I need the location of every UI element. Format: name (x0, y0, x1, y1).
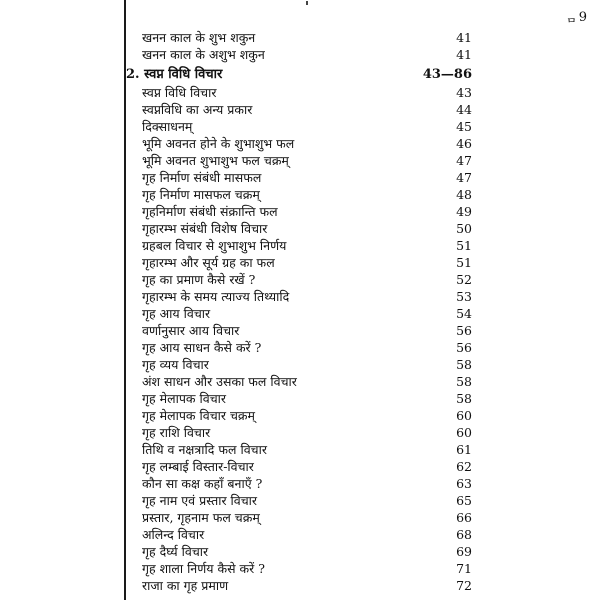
toc-entry-page: 47 (456, 170, 472, 185)
toc-entry-title: गृह शाला निर्णय कैसे करें ? (142, 561, 265, 576)
toc-entry-title: भूमि अवनत शुभाशुभ फल चक्रम् (142, 153, 289, 168)
toc-entry-title: ग्रहबल विचार से शुभाशुभ निर्णय (142, 238, 287, 253)
toc-entry-title: कौन सा कक्ष कहाँ बनाएँ ? (142, 476, 263, 491)
toc-entry-page: 48 (456, 187, 472, 202)
toc-entry-page: 41 (456, 47, 472, 62)
toc-entry-title: गृह मेलापक विचार चक्रम् (142, 408, 255, 423)
page-number: ᆷ9 (565, 10, 588, 25)
toc-entry-page: 43 (456, 85, 472, 100)
toc-entry-title: अलिन्द विचार (142, 527, 205, 542)
toc-entry-page: 60 (456, 425, 472, 440)
toc-entry-page: 72 (456, 578, 472, 593)
toc-entry-title: गृहारम्भ और सूर्य ग्रह का फल (142, 255, 275, 270)
toc-entry-page: 50 (456, 221, 472, 236)
toc-entry-page: 69 (456, 544, 472, 559)
toc-entry-page: 51 (456, 238, 472, 253)
toc-entry-page: 47 (456, 153, 472, 168)
toc-entry-title: अंश साधन और उसका फल विचार (142, 374, 297, 389)
toc-entry-title: गृह मेलापक विचार (142, 391, 226, 406)
toc-entry-title: स्वप्नविधि का अन्य प्रकार (142, 102, 253, 117)
toc-entry-page: 49 (456, 204, 472, 219)
toc-entry-title: गृह नाम एवं प्रस्तार विचार (142, 493, 258, 508)
toc-entry-page: 46 (456, 136, 472, 151)
margin-rule (124, 0, 126, 600)
section-page-range: 43—86 (422, 67, 472, 82)
toc-entry-page: 56 (456, 323, 472, 338)
toc-entry-title: गृह आय विचार (142, 306, 211, 321)
toc-entry-page: 41 (456, 30, 472, 45)
toc-entry-page: 58 (456, 357, 472, 372)
toc-entry-page: 66 (456, 510, 472, 525)
section-heading: 2. स्वप्न विधि विचार (126, 67, 223, 82)
toc-entry-page: 44 (456, 102, 472, 117)
toc-entry-page: 60 (456, 408, 472, 423)
toc-entry-title: गृहारम्भ संबंधी विशेष विचार (142, 221, 268, 236)
toc-entry-title: गृहारम्भ के समय त्याज्य तिथ्यादि (142, 289, 290, 304)
toc-entry-title: गृह व्यय विचार (142, 357, 209, 372)
toc-entry-page: 58 (456, 391, 472, 406)
toc-entry-title: गृह निर्माण संबंधी मासफल (142, 170, 262, 185)
speck-mark (306, 1, 308, 5)
toc-entry-page: 56 (456, 340, 472, 355)
toc-entry-title: गृहनिर्माण संबंधी संक्रान्ति फल (142, 204, 278, 219)
toc-entry-title: वर्णानुसार आय विचार (142, 323, 240, 338)
toc-entry-title: दिक्साधनम् (142, 119, 193, 134)
toc-entry-page: 62 (456, 459, 472, 474)
toc-entry-title: गृह दैर्घ्य विचार (142, 544, 209, 559)
toc-entry-title: गृह का प्रमाण कैसे रखें ? (142, 272, 256, 287)
toc-entry-title: तिथि व नक्षत्रादि फल विचार (142, 442, 267, 457)
toc-entry-title: भूमि अवनत होने के शुभाशुभ फल (142, 136, 295, 151)
toc-entry-page: 65 (456, 493, 472, 508)
toc-entry-title: गृह राशि विचार (142, 425, 211, 440)
toc-entry-title: स्वप्न विधि विचार (142, 85, 217, 100)
toc-entry-title: खनन काल के अशुभ शकुन (142, 47, 265, 62)
toc-entry-page: 68 (456, 527, 472, 542)
toc-entry-page: 53 (456, 289, 472, 304)
toc-entry-title: खनन काल के शुभ शकुन (142, 30, 256, 45)
toc-entry-page: 51 (456, 255, 472, 270)
toc-entry-page: 45 (456, 119, 472, 134)
toc-entry-title: प्रस्तार, गृहनाम फल चक्रम् (142, 510, 260, 525)
toc-entry-title: गृह लम्बाई विस्तार-विचार (142, 459, 254, 474)
toc-entry-page: 58 (456, 374, 472, 389)
toc-entry-page: 63 (456, 476, 472, 491)
toc-entry-title: गृह आय साधन कैसे करें ? (142, 340, 262, 355)
toc-entry-page: 61 (456, 442, 472, 457)
toc-entry-page: 54 (456, 306, 472, 321)
toc-entry-title: गृह निर्माण मासफल चक्रम् (142, 187, 260, 202)
toc-entry-page: 71 (456, 561, 472, 576)
toc-entry-title: राजा का गृह प्रमाण (142, 578, 229, 593)
toc-entry-page: 52 (456, 272, 472, 287)
